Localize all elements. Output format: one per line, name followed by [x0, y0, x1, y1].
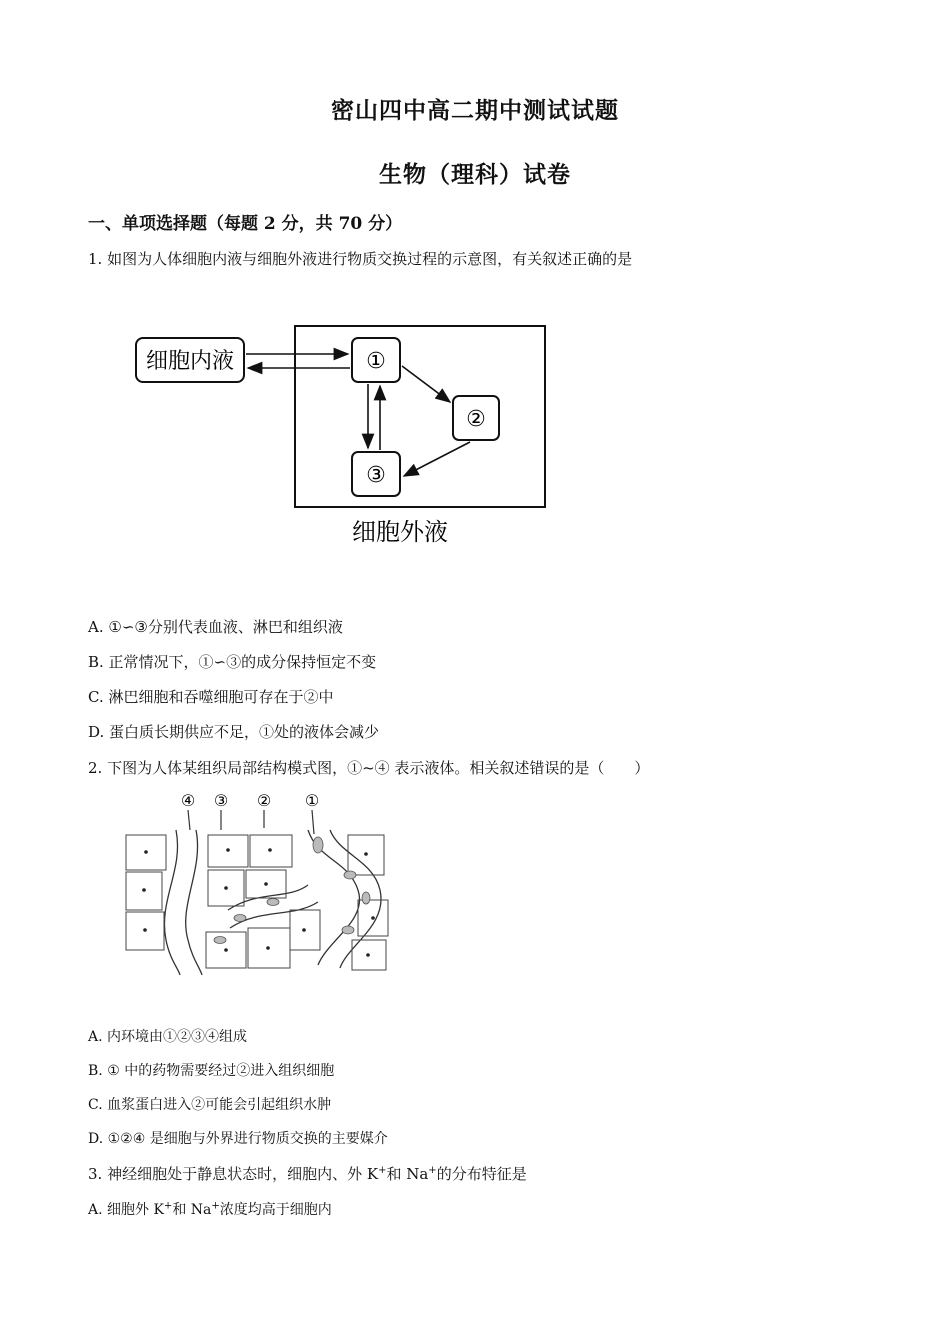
tissue-structure-figure [118, 790, 398, 980]
q1-option-b: B. 正常情况下，①∽③的成分保持恒定不变 [88, 653, 377, 671]
q2-option-d: D. ①②④ 是细胞与外界进行物质交换的主要媒介 [88, 1131, 388, 1147]
node-3-label: ③ [366, 463, 386, 488]
q1-option-a: A. ①∽③分别代表血液、淋巴和组织液 [88, 618, 343, 636]
q2-option-c: C. 血浆蛋白进入②可能会引起组织水肿 [88, 1097, 332, 1113]
q2-option-b: B. ① 中的药物需要经过②进入组织细胞 [88, 1063, 335, 1079]
fluid-exchange-diagram [130, 318, 560, 558]
arrow-1-to-2 [402, 366, 450, 402]
node-2-label: ② [466, 407, 486, 432]
extracellular-label: 细胞外液 [352, 518, 448, 546]
page-title: 密山四中高二期中测试试题 [331, 97, 619, 124]
intracellular-label: 细胞内液 [145, 349, 235, 374]
figure-label-4: ④ [180, 791, 196, 810]
node-1-label: ① [366, 349, 386, 374]
figure-label-3: ③ [213, 791, 229, 810]
q1-option-c: C. 淋巴细胞和吞噬细胞可存在于②中 [88, 688, 334, 706]
q3-option-a: A. 细胞外 K+和 Na+浓度均高于细胞内 [88, 1200, 332, 1218]
arrow-2-to-3 [404, 442, 470, 476]
page-subtitle: 生物（理科）试卷 [379, 161, 571, 188]
q2-option-a: A. 内环境由①②③④组成 [88, 1029, 248, 1045]
q1-option-d: D. 蛋白质长期供应不足，①处的液体会减少 [88, 723, 380, 741]
question-3-stem: 3. 神经细胞处于静息状态时，细胞内、外 K+和 Na+的分布特征是 [88, 1165, 527, 1183]
figure-label-1: ① [304, 791, 320, 810]
section-heading: 一、单项选择题（每题 2 分，共 70 分） [88, 214, 403, 234]
extracellular-box [295, 326, 545, 507]
figure-label-2: ② [256, 791, 272, 810]
question-1-stem: 1. 如图为人体细胞内液与细胞外液进行物质交换过程的示意图，有关叙述正确的是 [88, 250, 633, 268]
question-2-stem: 2. 下图为人体某组织局部结构模式图，①~④ 表示液体。相关叙述错误的是（ ） [88, 759, 650, 777]
